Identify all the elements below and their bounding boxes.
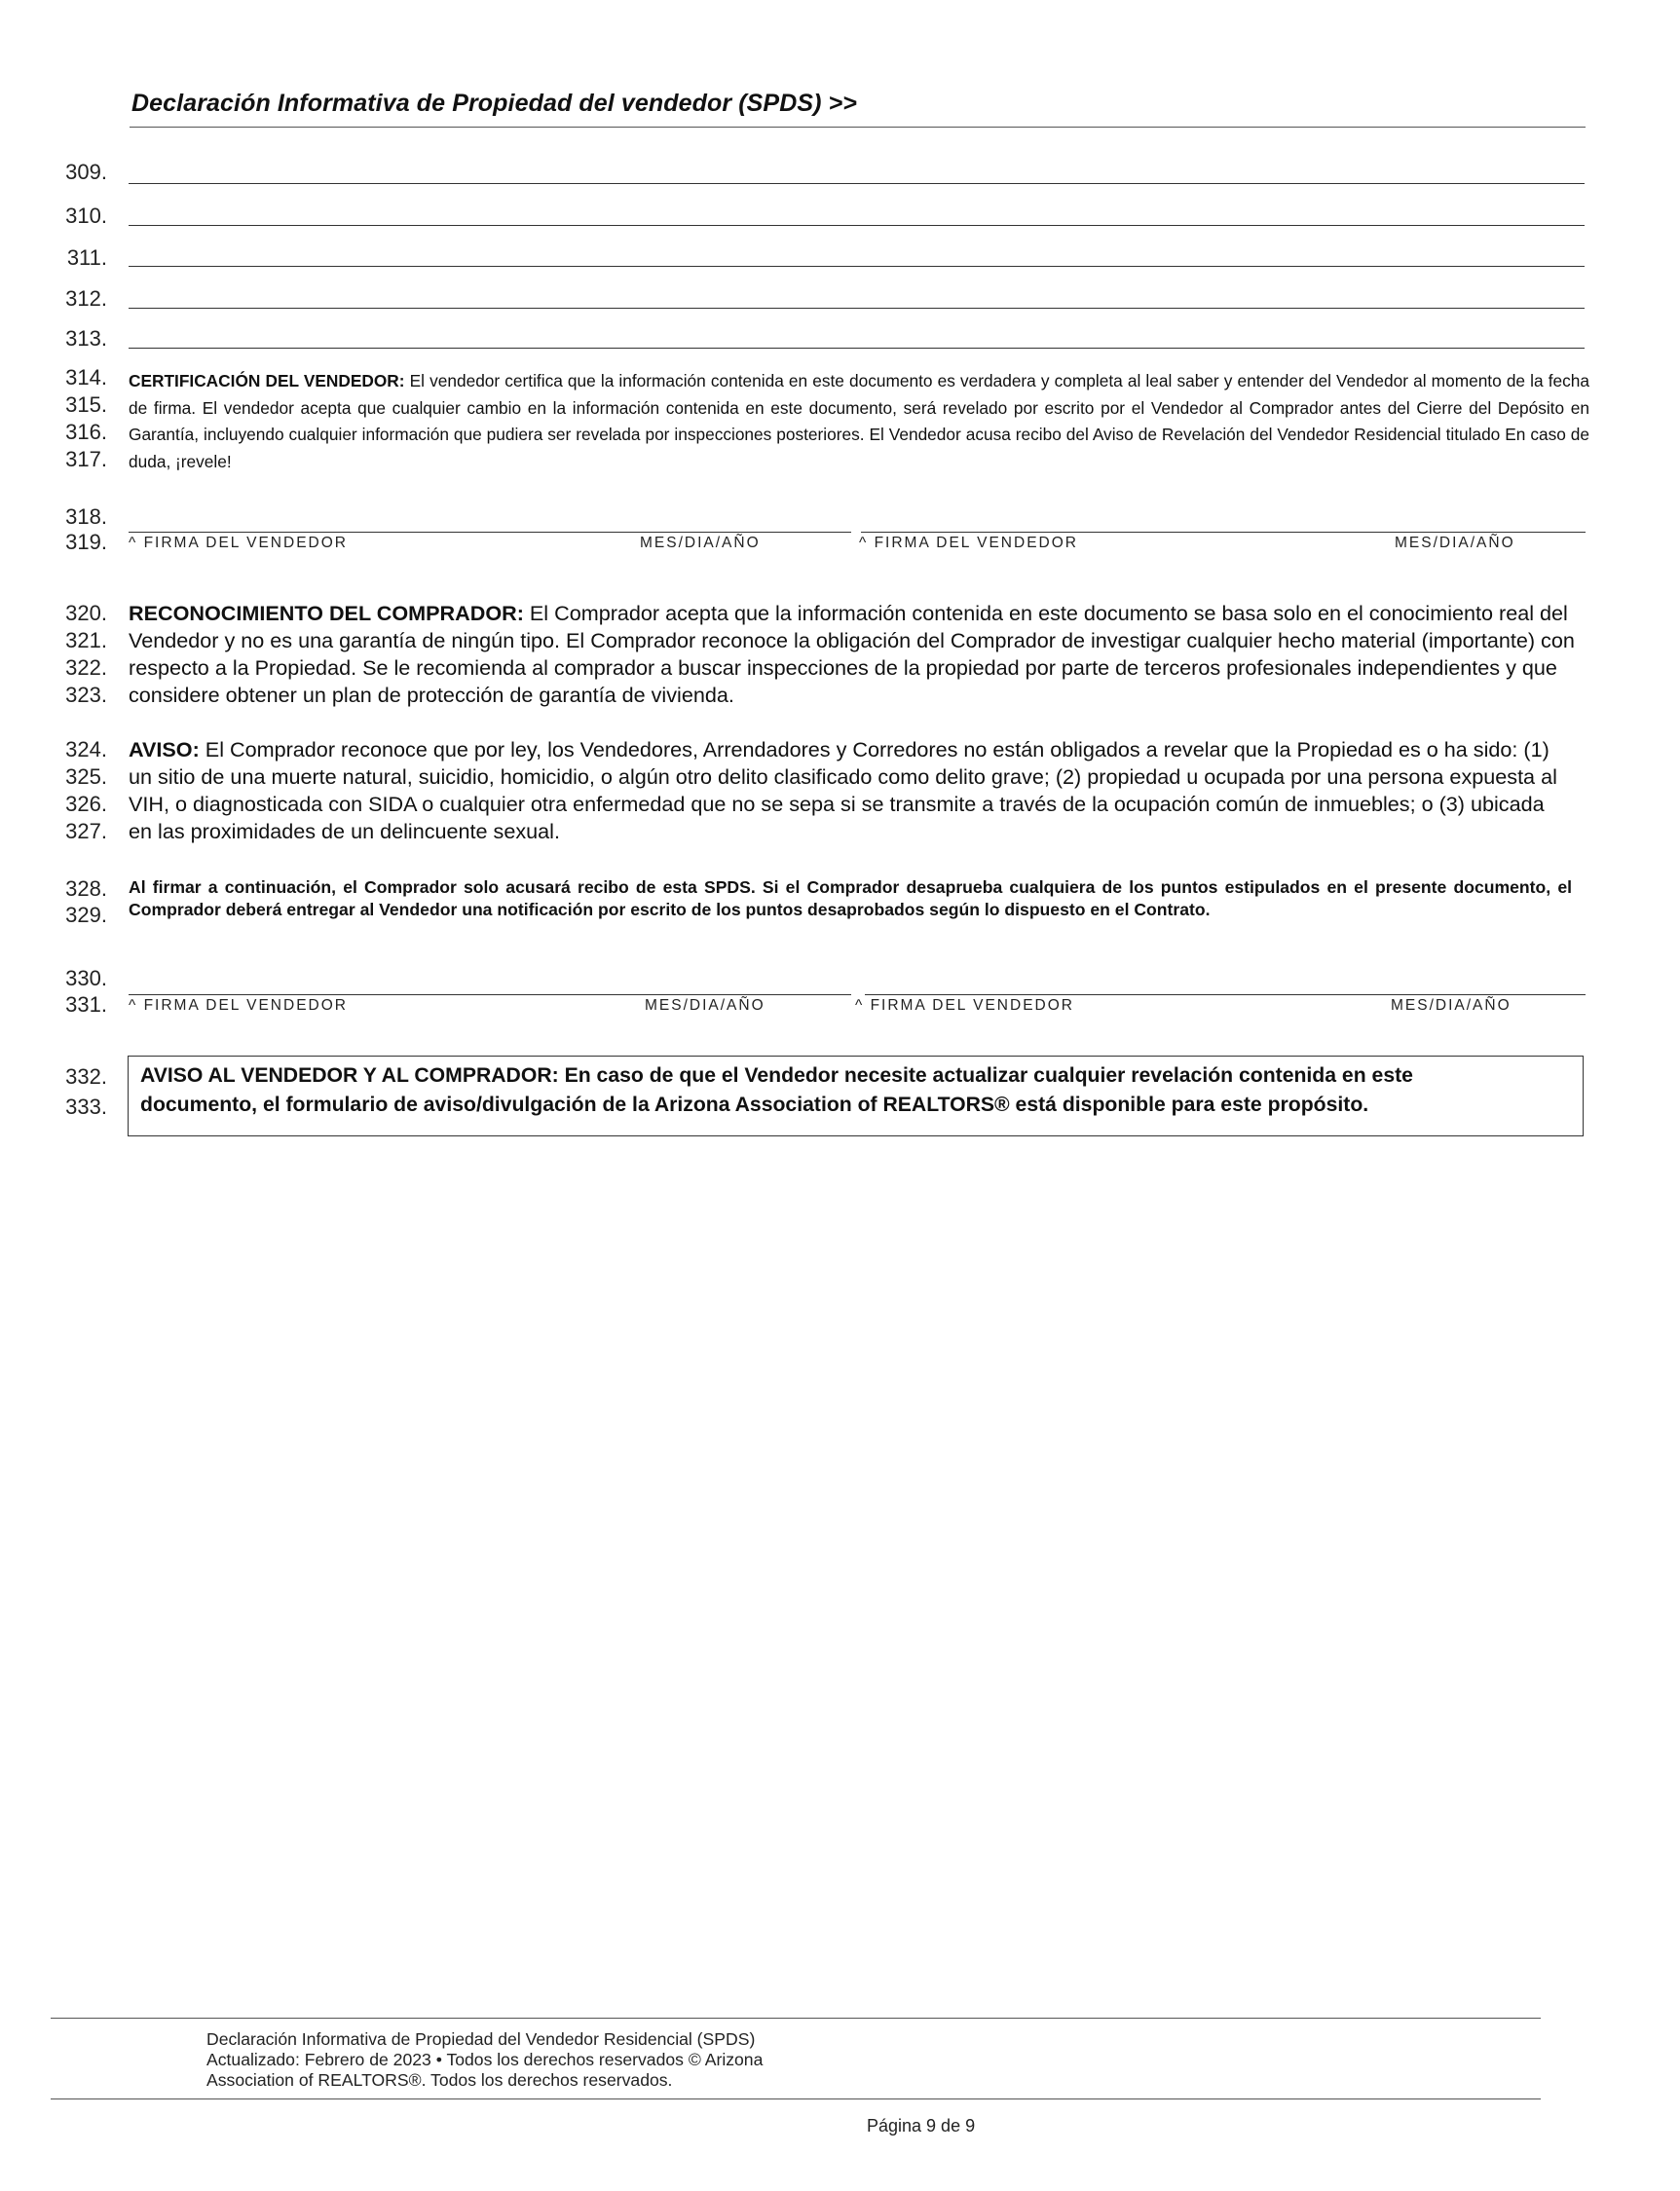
- date-label: MES/DIA/AÑO: [1391, 997, 1512, 1014]
- footer-top-rule: [51, 2018, 1541, 2019]
- line-number: 332.: [65, 1064, 107, 1089]
- line-number: 309.: [65, 160, 107, 184]
- seller-certification-body: El vendedor certifica que la información contenida en este documento es verdadera y completa al leal saber y entender del Vendedor al momento de la fecha de firma. El vendedor acepta que cualquier cambio en la información contenida en este documento, será revelado por escrito por el Vendedor al Comprador antes del Cierre del Depósito en Garantía, incluyendo cualquier información que pudiera ser revelada por inspecciones posteriores. El Vendedor acusa recibo del Aviso de Revelación del Vendedor Residencial titulado En caso de duda, ¡revele!: [129, 371, 1589, 471]
- buyer-acknowledgement-heading: RECONOCIMIENTO DEL COMPRADOR:: [129, 601, 524, 625]
- line-number: 312.: [65, 286, 107, 311]
- footer-line-2: Actualizado: Febrero de 2023 • Todos los derechos reservados © Arizona: [206, 2050, 764, 2069]
- line-number: 323.: [65, 683, 107, 707]
- line-number: 328.: [65, 876, 107, 901]
- blank-entry-line[interactable]: [129, 308, 1585, 309]
- line-number: 322.: [65, 655, 107, 680]
- notice-heading: AVISO:: [129, 737, 200, 761]
- signature-line-4[interactable]: [865, 994, 1586, 995]
- signature-line-3[interactable]: [129, 994, 851, 995]
- line-number: 315.: [65, 392, 107, 417]
- line-number: 318.: [65, 504, 107, 529]
- blank-entry-line[interactable]: [129, 183, 1585, 184]
- buyer-signature-note: Al firmar a continuación, el Comprador solo acusará recibo de esta SPDS. Si el Comprador desaprueba cualquiera de los puntos estipulados en el presente documento, el Comprador deberá entregar al Vendedor una notificación por escrito de los puntos desaprobados según lo dispuesto en el Contrato.: [129, 877, 1572, 919]
- header-divider: [130, 127, 1586, 128]
- seller-certification-paragraph: [129, 368, 1589, 475]
- blank-entry-line[interactable]: [129, 266, 1585, 267]
- date-label: MES/DIA/AÑO: [645, 997, 765, 1014]
- signature-label: ^ FIRMA DEL VENDEDOR: [129, 535, 348, 551]
- line-number: 331.: [65, 992, 107, 1017]
- page-number: Página 9 de 9: [867, 2116, 976, 2135]
- line-number: 313.: [65, 326, 107, 351]
- blank-entry-line[interactable]: [129, 348, 1585, 349]
- signature-label: ^ FIRMA DEL VENDEDOR: [129, 997, 348, 1014]
- date-label: MES/DIA/AÑO: [1395, 535, 1515, 551]
- signature-label: ^ FIRMA DEL VENDEDOR: [859, 535, 1078, 551]
- line-number: 314.: [65, 365, 107, 390]
- seller-signature-line-2[interactable]: [861, 532, 1586, 533]
- notice-box-line-2: documento, el formulario de aviso/divulgación de la Arizona Association of REALTORS® está disponible para este propósito.: [140, 1094, 1369, 1116]
- line-number: 311.: [66, 245, 107, 270]
- document-title: Declaración Informativa de Propiedad del vendedor (SPDS) >>: [131, 90, 857, 117]
- notice-paragraph: [129, 736, 1570, 845]
- line-number: 320.: [65, 601, 107, 625]
- line-number: 324.: [65, 737, 107, 761]
- footer-line-1: Declaración Informativa de Propiedad del Vendedor Residencial (SPDS): [206, 2029, 756, 2049]
- line-number: 325.: [65, 764, 107, 789]
- line-number: 310.: [65, 204, 107, 228]
- seller-certification-heading: CERTIFICACIÓN DEL VENDEDOR:: [129, 371, 405, 390]
- footer-bottom-rule: [51, 2098, 1541, 2099]
- footer-line-3: Association of REALTORS®. Todos los derechos reservados.: [206, 2070, 673, 2090]
- notice-body: El Comprador reconoce que por ley, los Vendedores, Arrendadores y Corredores no están obligados a revelar que la Propiedad es o ha sido: (1) un sitio de una muerte natural, suicidio, homicidio, o algún otro delito clasificado como delito grave; (2) propiedad u ocupada por una persona expuesta al VIH, o diagnosticada con SIDA o cualquier otra enfermedad que no se sepa si se transmite a través de la ocupación común de inmuebles; o (3) ubicada en las proximidades de un delincuente sexual.: [129, 737, 1557, 844]
- line-number: 329.: [65, 903, 107, 927]
- seller-signature-line-1[interactable]: [129, 532, 851, 533]
- line-number: 330.: [65, 966, 107, 990]
- buyer-acknowledgement-body: El Comprador acepta que la información contenida en este documento se basa solo en el conocimiento real del Vendedor y no es una garantía de ningún tipo. El Comprador reconoce la obligación del Comprador de investigar cualquier hecho material (importante) con respecto a la Propiedad. Se le recomienda al comprador a buscar inspecciones de la propiedad por parte de terceros profesionales independientes y que considere obtener un plan de protección de garantía de vivienda.: [129, 601, 1575, 708]
- date-label: MES/DIA/AÑO: [640, 535, 761, 551]
- buyer-acknowledgement-paragraph: [129, 600, 1599, 709]
- footer-text: [206, 2029, 763, 2091]
- notice-box-line-1: AVISO AL VENDEDOR Y AL COMPRADOR: En caso de que el Vendedor necesite actualizar cualquier revelación contenida en este: [140, 1064, 1413, 1087]
- signature-label: ^ FIRMA DEL VENDEDOR: [855, 997, 1074, 1014]
- line-number: 317.: [65, 447, 107, 471]
- notice-box-text: [140, 1061, 1562, 1120]
- line-number: 316.: [65, 420, 107, 444]
- line-number: 326.: [65, 792, 107, 816]
- line-number: 327.: [65, 819, 107, 843]
- line-number: 319.: [65, 530, 107, 554]
- blank-entry-line[interactable]: [129, 225, 1585, 226]
- line-number: 333.: [65, 1095, 107, 1119]
- line-number: 321.: [65, 628, 107, 652]
